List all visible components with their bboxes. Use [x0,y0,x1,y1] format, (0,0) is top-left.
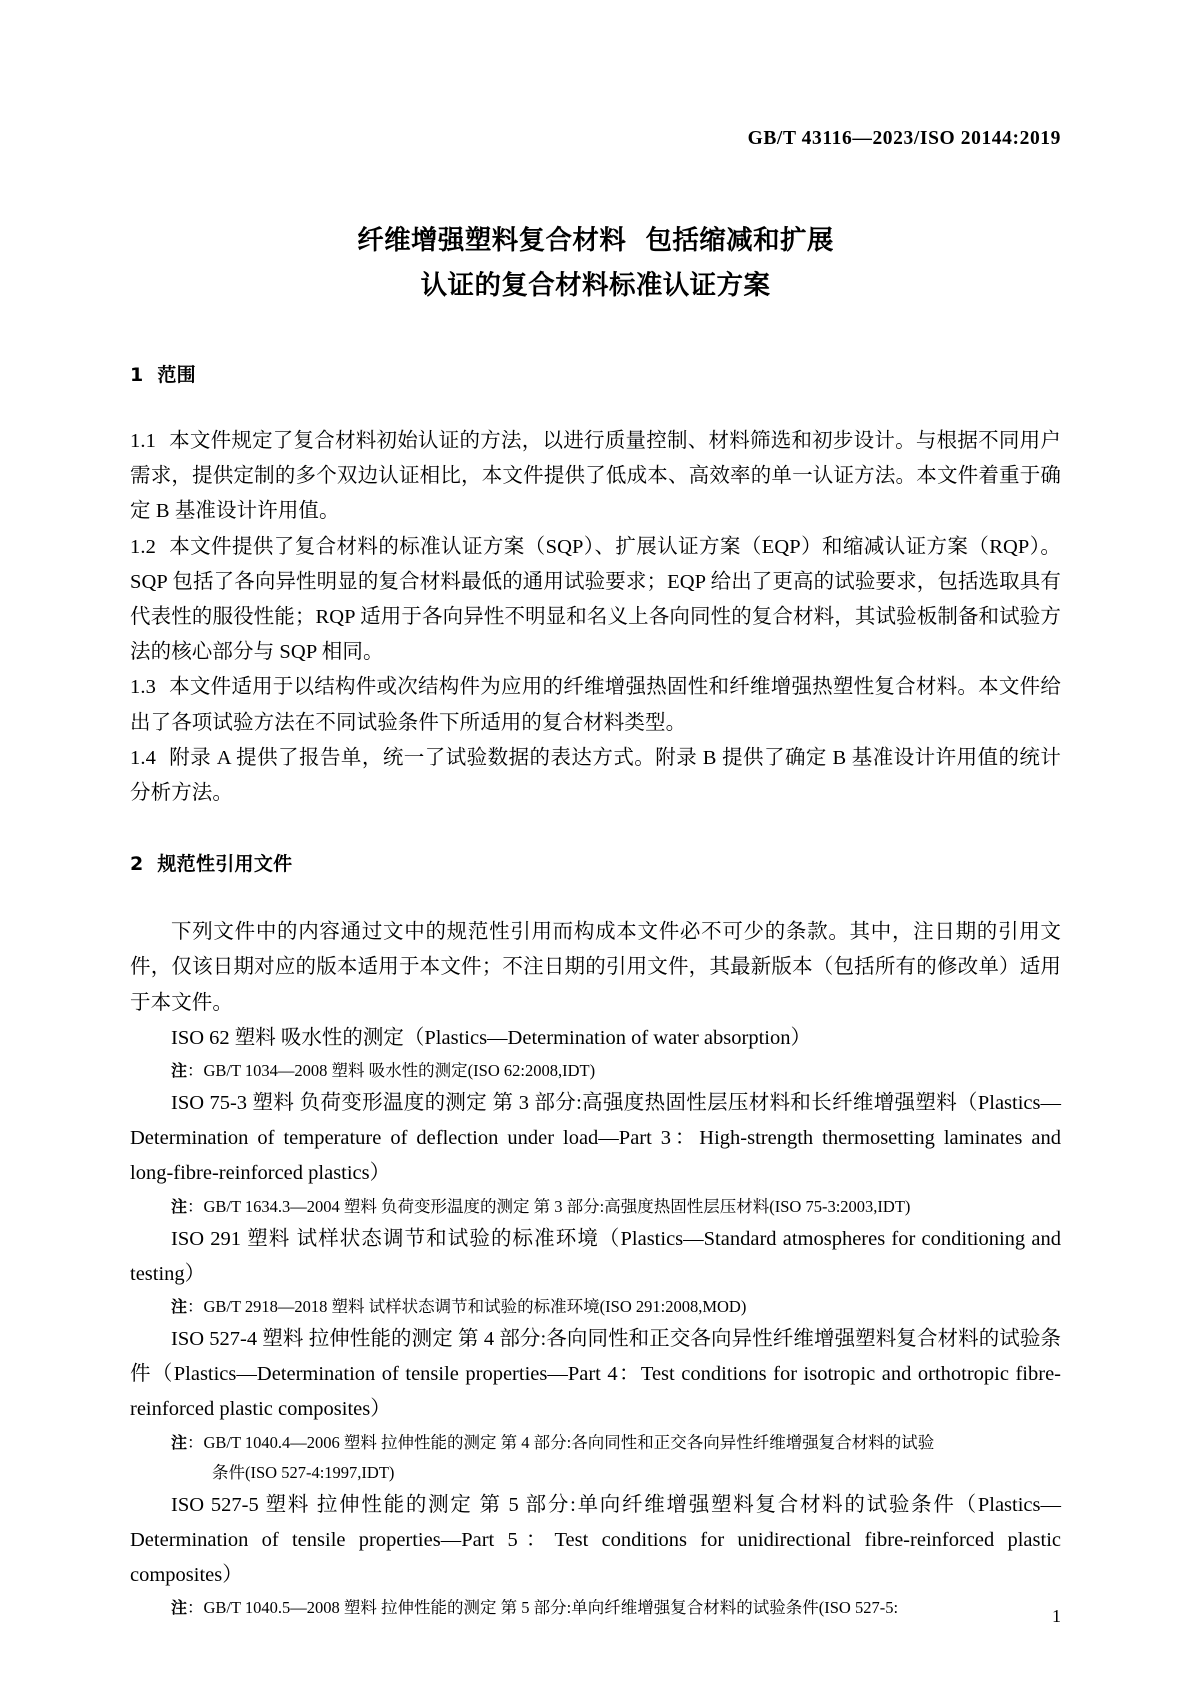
normative-references-intro: 下列文件中的内容通过文中的规范性引用而构成本文件必不可少的条款。其中，注日期的引用文件，仅该日期对应的版本适用于本文件；不注日期的引用文件，其最新版本（包括所有的修改单）适用于本文件。 [130,921,1061,1014]
page-number: 1 [1052,1606,1061,1626]
note-text: ：GB/T 2918—2018 塑料 试样状态调节和试验的标准环境(ISO 291:2008,MOD) [187,1297,747,1317]
spacer [130,811,1061,851]
page-title-line-1: 纤维增强塑料复合材料 包括缩减和扩展 [357,225,834,256]
section-heading-scope: 1 范围 [130,364,196,386]
clause-1-1 [130,424,1061,530]
note-label: 注 [171,1598,188,1618]
reference-note [130,1056,1061,1086]
clause-1-2 [130,530,1061,671]
spacer [130,877,1061,915]
clause-text-1-4: 附录 A 提供了报告单，统一了试验数据的表达方式。附录 B 提供了确定 B 基准设计许用值的统计分析方法。 [130,746,1061,805]
reference-note-continuation: 条件(ISO 527-4:1997,IDT) [212,1462,395,1482]
reference-note [130,1428,1061,1458]
note-label: 注 [171,1196,188,1216]
clause-number-1-4: 1.4 [130,746,156,769]
reference-note [130,1292,1061,1322]
reference-note [130,1192,1061,1222]
page-title-line-2: 认证的复合材料标准认证方案 [420,270,771,301]
note-label: 注 [171,1061,188,1081]
note-text: ：GB/T 1034—2008 塑料 吸水性的测定(ISO 62:2008,IDT) [187,1061,596,1081]
spacer [130,388,1061,424]
clause-number-1-1: 1.1 [130,430,156,452]
clause-text-1-2: 本文件提供了复合材料的标准认证方案（SQP）、扩展认证方案（EQP）和缩减认证方案（RQP）。SQP 包括了各向异性明显的复合材料最低的通用试验要求；EQP 给出了更高的试验要求，包括选取具有代表性的服役性能；RQP 适用于各向异性不明显和名义上各向同性的复合材料，其试验板制备和试验方法的核心部分与 SQP 相同。 [130,535,1061,664]
reference-note [130,1593,1061,1623]
reference-entry: ISO 62 塑料 吸水性的测定（Plastics—Determination of water absorption） [171,1026,811,1049]
clause-number-1-2: 1.2 [130,535,156,558]
reference-entry: ISO 527-4 塑料 拉伸性能的测定 第 4 部分:各向同性和正交各向异性纤维增强塑料复合材料的试验条件（Plastics—Determination of tensile properties—Part 4：Test conditions for isotropic and orthotropic fibre-reinforced plastic composites） [130,1328,1061,1421]
clause-text-1-1: 本文件规定了复合材料初始认证的方法，以进行质量控制、材料筛选和初步设计。与根据不同用户需求，提供定制的多个双边认证相比，本文件提供了低成本、高效率的单一认证方法。本文件着重于确定 B 基准设计许用值。 [130,430,1061,523]
page-title [130,218,1061,308]
note-text: ：GB/T 1040.5—2008 塑料 拉伸性能的测定 第 5 部分:单向纤维增强复合材料的试验条件(ISO 527-5: [187,1598,899,1618]
running-header-standard-ref: GB/T 43116—2023/ISO 20144:2019 [747,128,1061,149]
note-text: ：GB/T 1634.3—2004 塑料 负荷变形温度的测定 第 3 部分:高强度热固性层压材料(ISO 75-3:2003,IDT) [187,1196,911,1216]
reference-entry: ISO 291 塑料 试样状态调节和试验的标准环境（Plastics—Standard atmospheres for conditioning and testing） [130,1227,1061,1285]
reference-entry: ISO 527-5 塑料 拉伸性能的测定 第 5 部分:单向纤维增强塑料复合材料的试验条件（Plastics—Determination of tensile properties—Part 5：Test conditions for unidirectional fibre-reinforced plastic composites） [130,1493,1061,1587]
clause-1-4 [130,741,1061,811]
clause-1-3 [130,670,1061,740]
clause-number-1-3: 1.3 [130,676,156,699]
note-label: 注 [171,1297,188,1317]
note-text: ：GB/T 1040.4—2006 塑料 拉伸性能的测定 第 4 部分:各向同性和正交各向异性纤维增强复合材料的试验 [187,1432,935,1452]
document-body [130,362,1061,1623]
clause-text-1-3: 本文件适用于以结构件或次结构件为应用的纤维增强热固性和纤维增强热塑性复合材料。本文件给出了各项试验方法在不同试验条件下所适用的复合材料类型。 [130,676,1061,734]
reference-entry: ISO 75-3 塑料 负荷变形温度的测定 第 3 部分:高强度热固性层压材料和长纤维增强塑料（Plastics—Determination of temperature of deflection under load—Part 3：High-strength thermosetting laminates and long-fibre-reinforced plastics） [130,1092,1061,1185]
section-heading-normative-references: 2 规范性引用文件 [130,853,293,876]
note-label: 注 [171,1432,188,1452]
